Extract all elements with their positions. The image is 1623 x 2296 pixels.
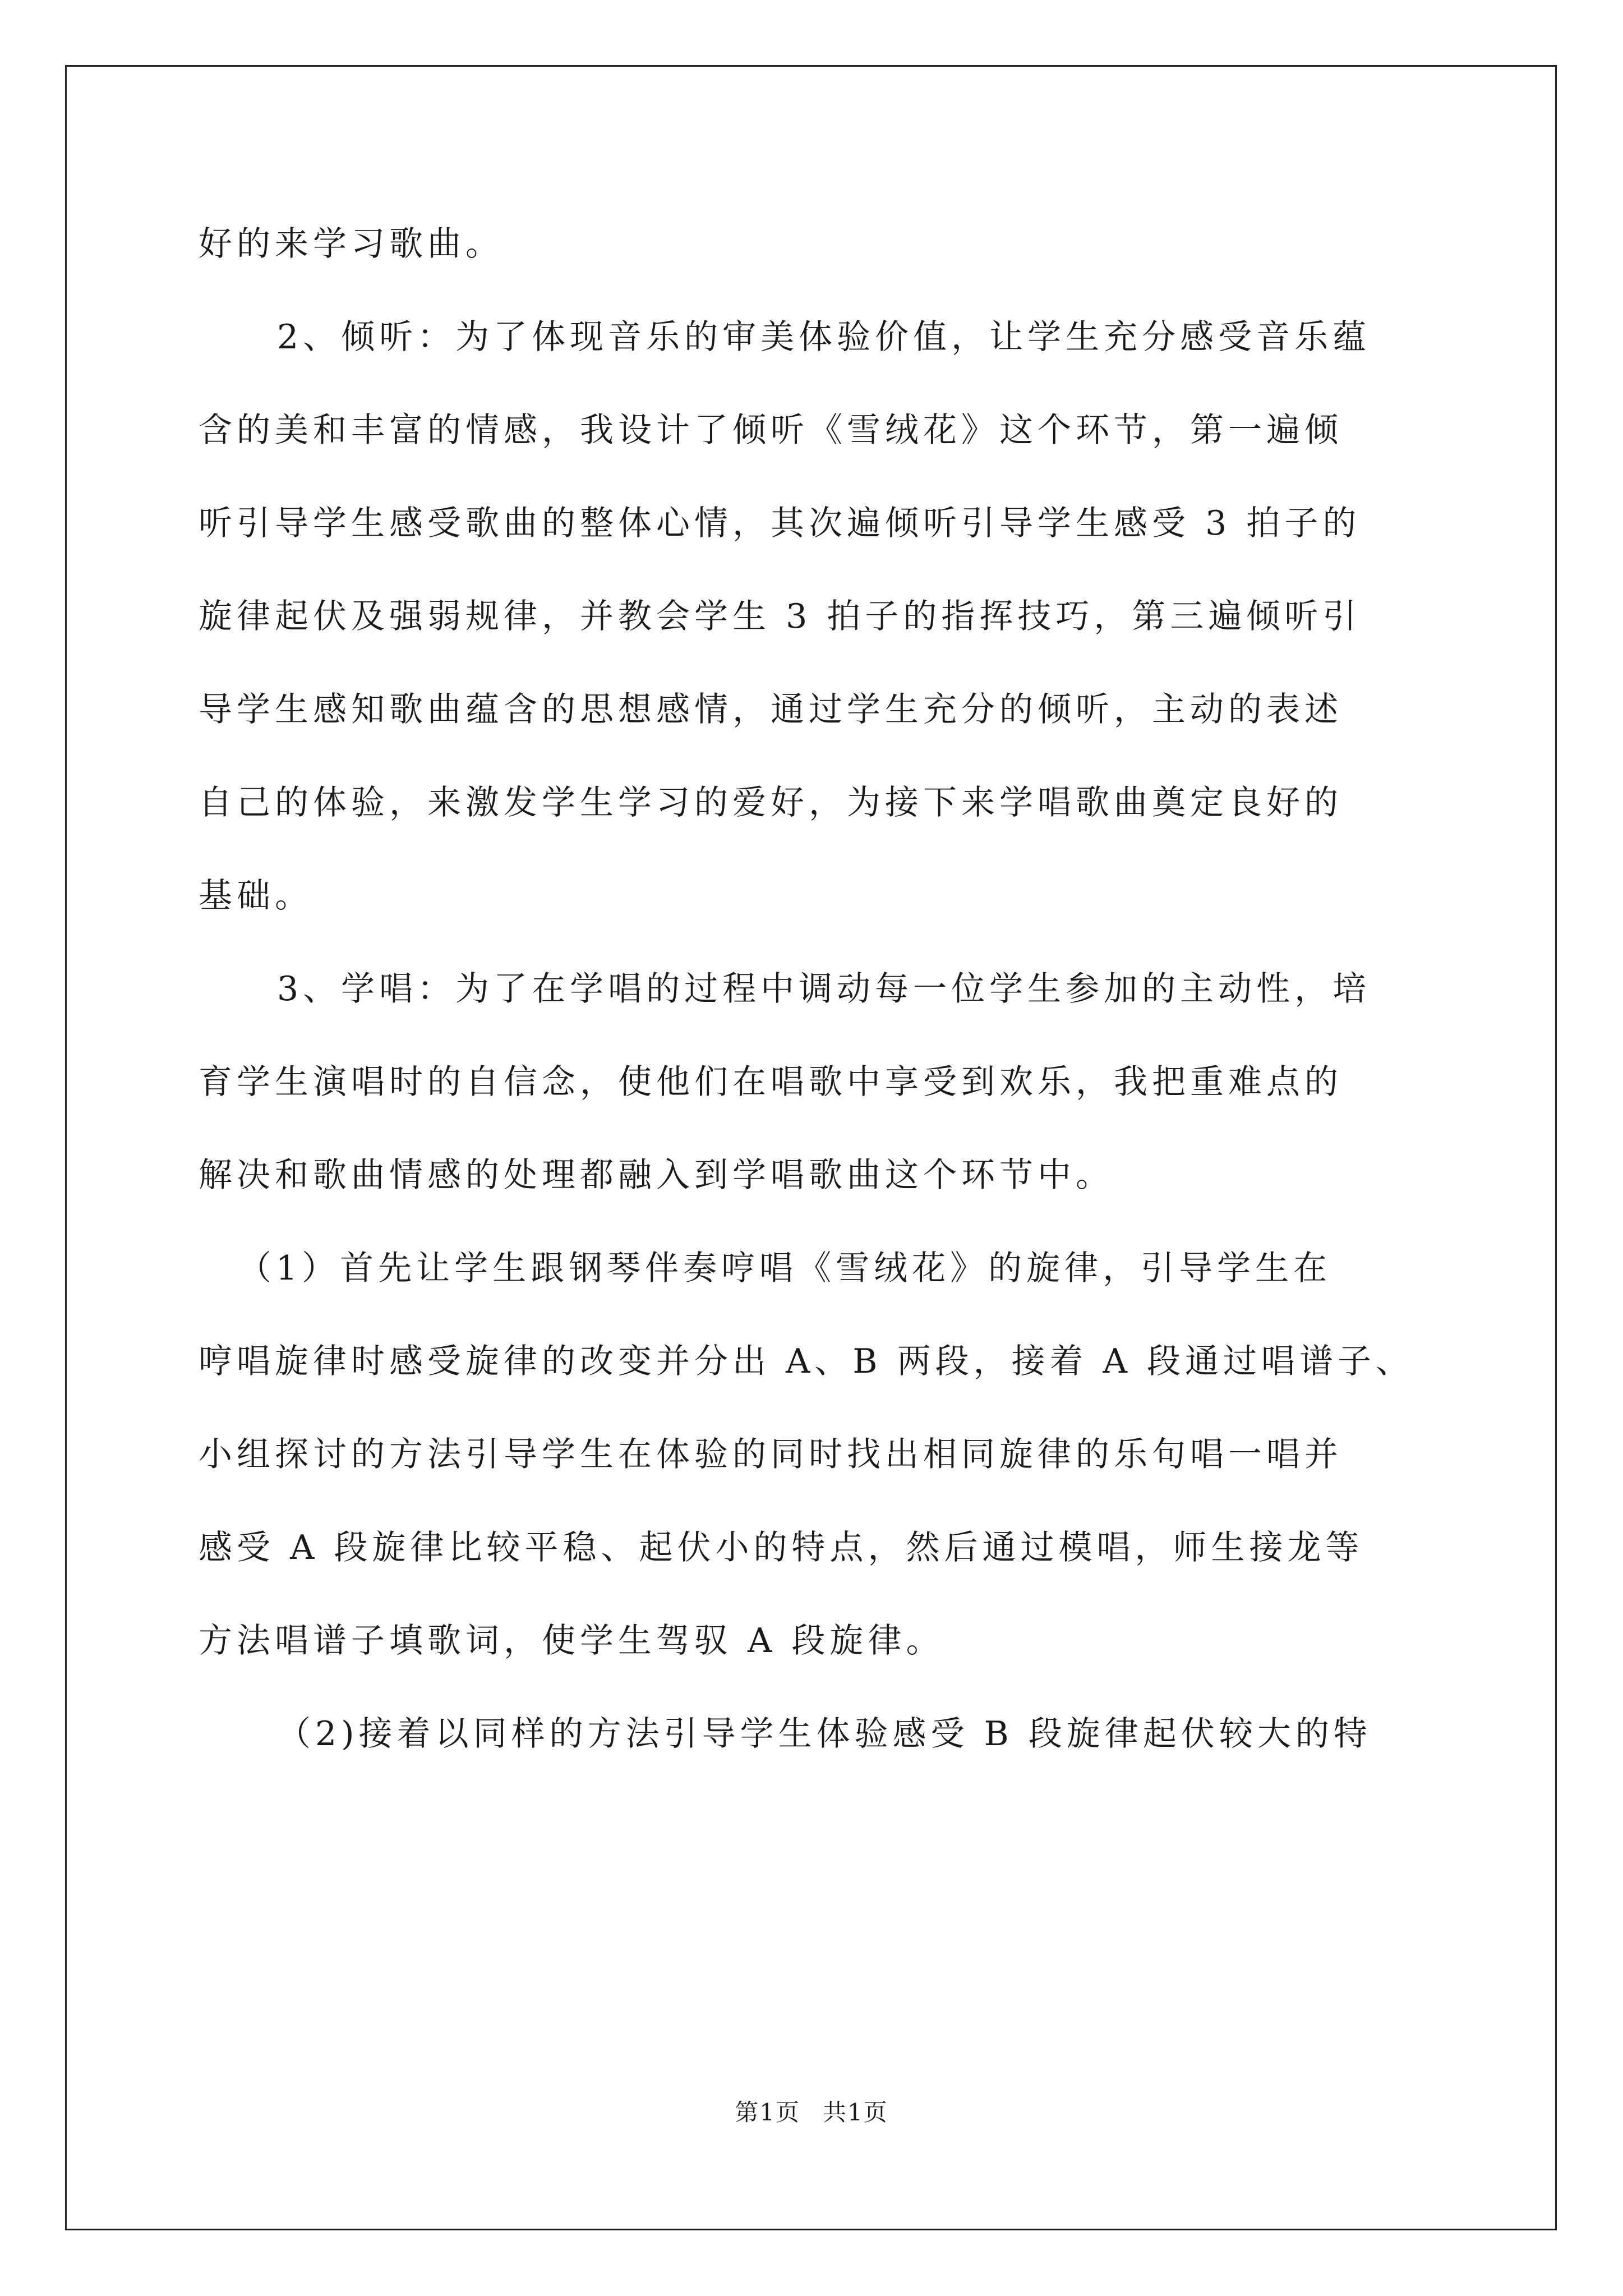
text-line: 2、倾听：为了体现音乐的审美体验价值，让学生充分感受音乐蕴 <box>277 318 1371 357</box>
text-line: 自己的体验，来激发学生学习的爱好，为接下来学唱歌曲奠定良好的 <box>199 783 1343 822</box>
text-line: 解决和歌曲情感的处理都融入到学唱歌曲这个环节中。 <box>199 1156 1114 1195</box>
text-line: 小组探讨的方法引导学生在体验的同时找出相同旋律的乐句唱一唱并 <box>199 1435 1343 1474</box>
text-line: 感受 A 段旋律比较平稳、起伏小的特点，然后通过模唱，师生接龙等 <box>199 1528 1364 1567</box>
text-line: 方法唱谱子填歌词，使学生驾驭 A 段旋律。 <box>199 1621 944 1660</box>
text-line: （2)接着以同样的方法引导学生体验感受 B 段旋律起伏较大的特 <box>277 1714 1372 1754</box>
text-line: 3、学唱：为了在学唱的过程中调动每一位学生参加的主动性，培 <box>277 969 1371 1009</box>
text-line: （1）首先让学生跟钢琴伴奏哼唱《雪绒花》的旋律，引导学生在 <box>238 1249 1332 1288</box>
text-line: 听引导学生感受歌曲的整体心情，其次遍倾听引导学生感受 3 拍子的 <box>199 504 1361 543</box>
page-number: 第1页 <box>735 2099 800 2126</box>
text-line: 导学生感知歌曲蕴含的思想感情，通过学生充分的倾听，主动的表述 <box>199 690 1343 729</box>
text-line: 好的来学习歌曲。 <box>199 224 504 264</box>
document-body <box>199 197 1427 1780</box>
page-total: 共1页 <box>823 2099 888 2126</box>
page-footer <box>0 2096 1623 2129</box>
text-line: 旋律起伏及强弱规律，并教会学生 3 拍子的指挥技巧，第三遍倾听引 <box>199 597 1361 636</box>
text-line: 哼唱旋律时感受旋律的改变并分出 A、B 两段，接着 A 段通过唱谱子、 <box>199 1342 1414 1381</box>
text-line: 含的美和丰富的情感，我设计了倾听《雪绒花》这个环节，第一遍倾 <box>199 411 1343 450</box>
text-line: 基础。 <box>199 876 313 915</box>
text-line: 育学生演唱时的自信念，使他们在唱歌中享受到欢乐，我把重难点的 <box>199 1062 1343 1102</box>
